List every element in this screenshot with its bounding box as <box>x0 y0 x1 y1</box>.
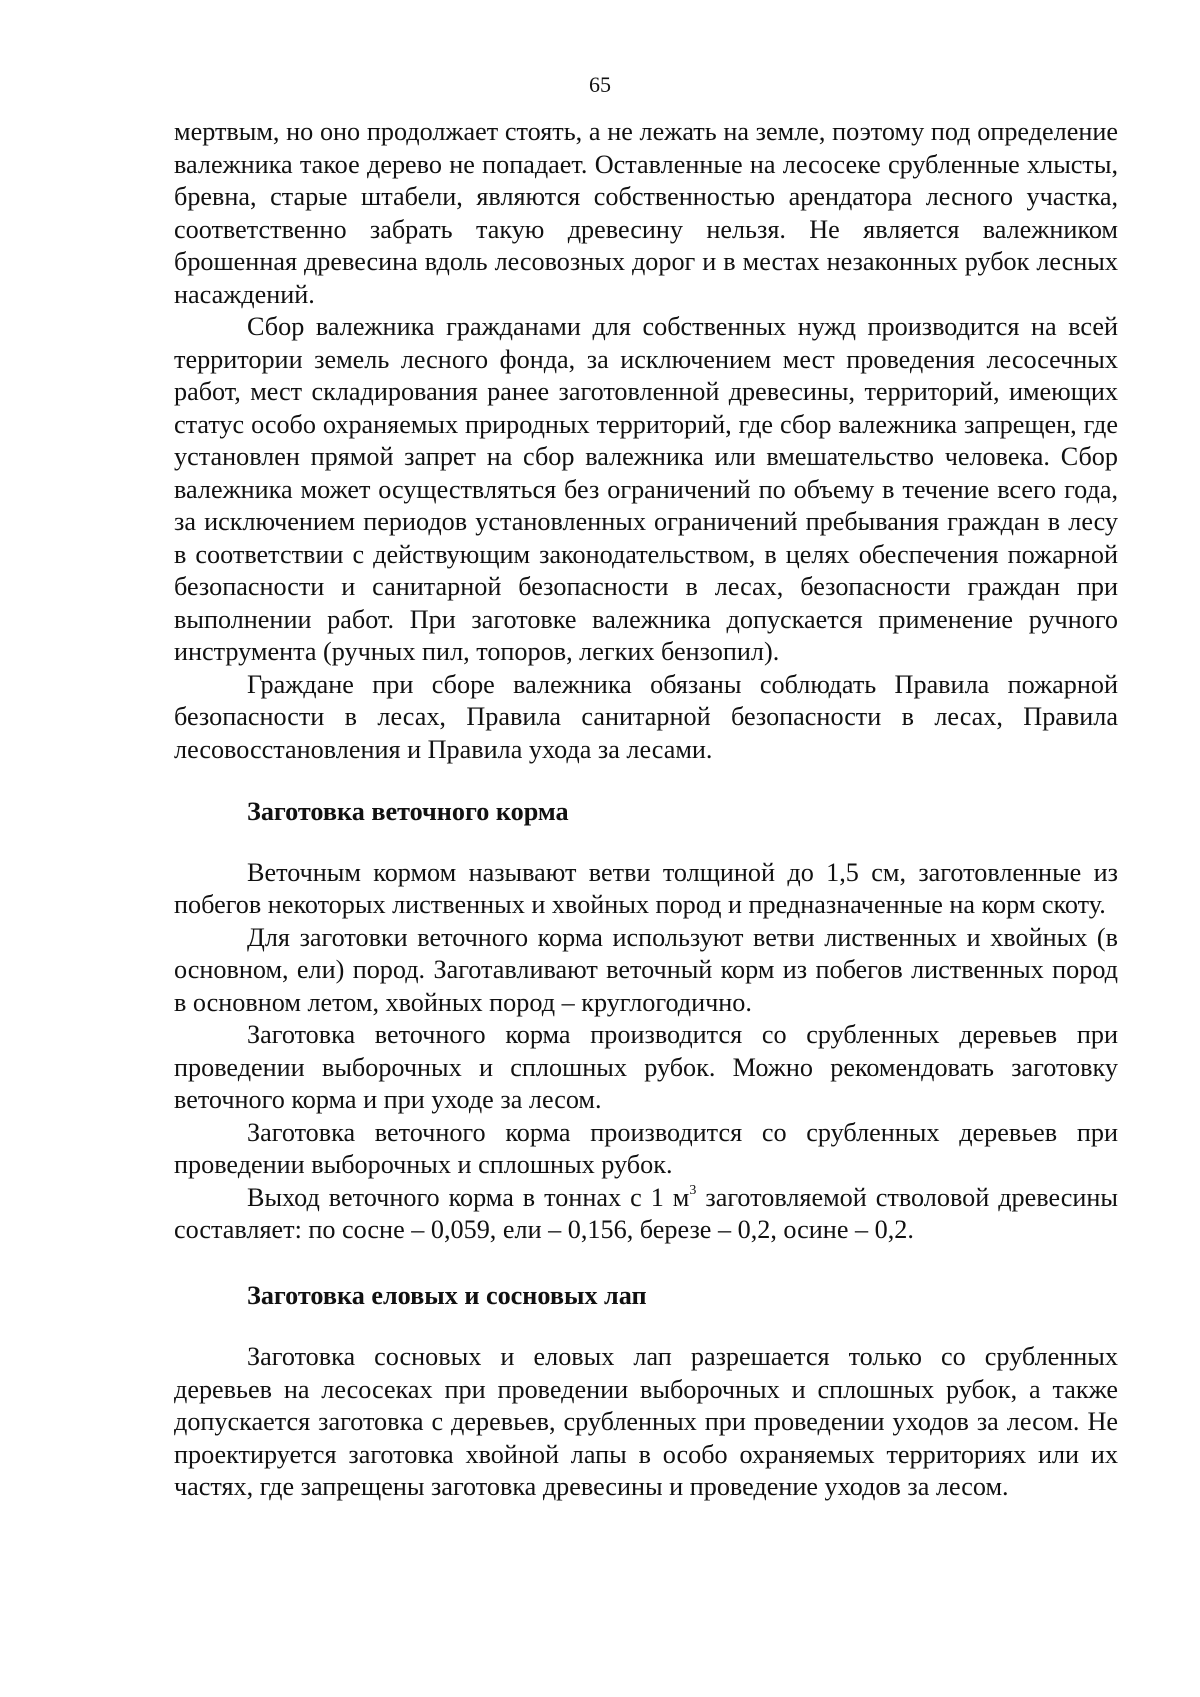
paragraph-branch-feed-definition: Веточным кормом называют ветви толщиной до 1,5 см, заготовленные из побегов некоторых лиственных и хвойных пород и предназначенные на корм скоту. <box>174 857 1118 919</box>
paragraph-branch-feed-harvest-2: Заготовка веточного корма производится со срубленных деревьев при проведении выборочных и сплошных рубок. <box>174 1117 1118 1179</box>
section-heading-conifer-branches: Заготовка еловых и сосновых лап <box>247 1280 647 1310</box>
section-heading-branch-feed: Заготовка веточного корма <box>247 797 569 826</box>
paragraph-continuation: мертвым, но оно продолжает стоять, а не лежать на земле, поэтому под определение валежника такое дерево не попадает. Оставленные на лесосеке срубленные хлысты, бревна, старые штабели, являются собственностью арендатора лесного участка, соответственно забрать такую древесину нельзя. Не является валежником брошенная древесина вдоль лесовозных дорог и в местах незаконных рубок лесных насаждений. <box>174 117 1118 309</box>
document-body <box>174 116 1118 1504</box>
yield-text-end: заготовляемой стволовой древесины составляет: по сосне – 0,059, ели – 0,156, березе – 0,2, осине – 0,2. <box>174 1182 1118 1244</box>
paragraph-conifer-branches: Заготовка сосновых и еловых лап разрешается только со срубленных деревьев на лесосеках при проведении выборочных и сплошных рубок, а также допускается заготовка с деревьев, срубленных при проведении уходов за лесом. Не проектируется заготовка хвойной лапы в особо охраняемых территориях или их частях, где запрещены заготовка древесины и проведение уходов за лесом. <box>174 1342 1118 1501</box>
paragraph-branch-feed-yield <box>174 1182 1118 1247</box>
page-number: 65 <box>589 72 611 97</box>
paragraph-citizen-obligations: Граждане при сборе валежника обязаны соблюдать Правила пожарной безопасности в лесах, Правила санитарной безопасности в лесах, Правила лесовосстановления и Правила ухода за лесами. <box>174 669 1118 764</box>
cubic-superscript: 3 <box>689 1182 697 1198</box>
paragraph-branch-feed-species: Для заготовки веточного корма используют ветви лиственных и хвойных (в основном, ели) пород. Заготавливают веточный корм из побегов лиственных пород в основном летом, хвойных пород – круглогодично. <box>174 922 1118 1017</box>
yield-text-start: Выход веточного корма в тоннах с 1 м <box>247 1182 690 1212</box>
paragraph-branch-feed-harvest-1: Заготовка веточного корма производится со срубленных деревьев при проведении выборочных и сплошных рубок. Можно рекомендовать заготовку веточного корма и при уходе за лесом. <box>174 1020 1118 1114</box>
paragraph-deadwood-collection: Сбор валежника гражданами для собственных нужд производится на всей территории земель лесного фонда, за исключением мест проведения лесосечных работ, мест складирования ранее заготовленной древесины, территорий, имеющих статус особо охраняемых природных территорий, где сбор валежника запрещен, где установлен прямой запрет на сбор валежника или вмешательство человека. Сбор валежника может осуществляться без ограничений по объему в течение всего года, за исключением периодов установленных ограничений пребывания граждан в лесу в соответствии с действующим законодательством, в целях обеспечения пожарной безопасности и санитарной безопасности в лесах, безопасности граждан при выполнении работ. При заготовке валежника допускается применение ручного инструмента (ручных пил, топоров, легких бензопил). <box>174 312 1118 666</box>
